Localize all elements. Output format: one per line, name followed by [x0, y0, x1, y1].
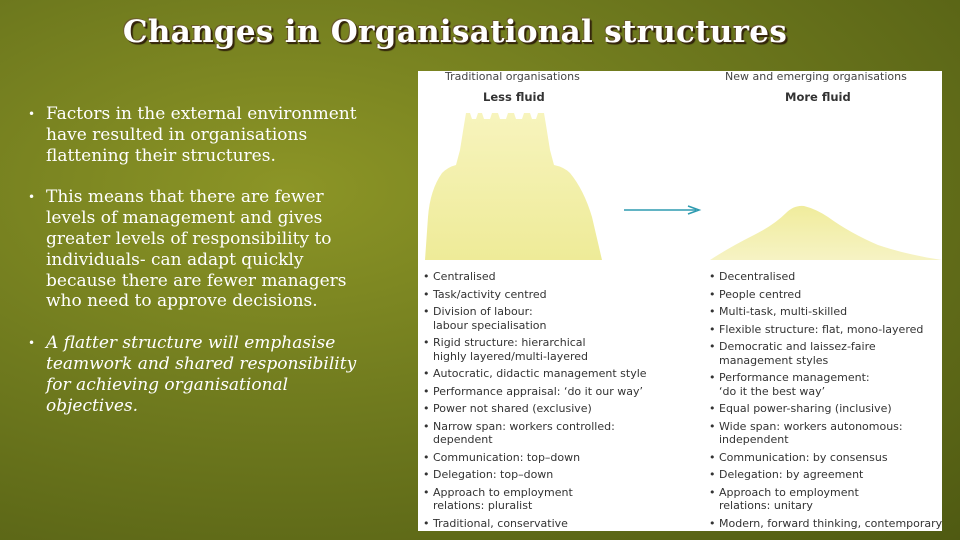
left-list-item	[423, 270, 693, 284]
right-list-text: Communication: by consensus	[719, 450, 888, 464]
right-list-item	[709, 305, 942, 319]
left-list-item	[423, 367, 693, 381]
right-list-text: Equal power-sharing (inclusive)	[719, 402, 892, 415]
right-list-text: Modern, forward thinking, contemporary	[719, 516, 942, 530]
structure-illustration	[418, 95, 942, 265]
list-bullet: •	[423, 516, 430, 530]
right-list-item	[709, 451, 942, 465]
left-list-text: Narrow span: workers controlled: dependent	[433, 419, 615, 446]
right-list-item	[709, 402, 942, 416]
left-list-text: Centralised	[433, 270, 496, 283]
right-list-text: Decentralised	[719, 270, 796, 283]
left-list-text: Communication: top–down	[433, 450, 581, 464]
left-column-heading: Traditional organisations	[445, 71, 580, 83]
right-list-text: Flexible structure: flat, mono-layered	[719, 322, 924, 336]
list-bullet: •	[709, 485, 716, 499]
left-list-item	[423, 402, 693, 416]
left-list-text: Performance appraisal: ‘do it our way’	[433, 384, 643, 398]
left-list-text: Rigid structure: hierarchical highly layered/multi-layered	[433, 336, 589, 363]
right-column-subheading: More fluid	[785, 90, 851, 104]
left-list-item	[423, 468, 693, 482]
left-list-item	[423, 517, 693, 531]
list-bullet: •	[423, 419, 430, 433]
bullet-list	[28, 104, 368, 437]
list-bullet: •	[709, 305, 716, 318]
right-list-item	[709, 371, 942, 398]
right-list-text: Approach to employment relations: unitary	[719, 485, 859, 512]
left-list-text: Autocratic, didactic management style	[433, 367, 647, 380]
left-list-item	[423, 385, 693, 399]
left-list-text: Traditional, conservative	[433, 516, 568, 530]
list-bullet: •	[423, 287, 430, 301]
right-list-text: Delegation: by agreement	[719, 468, 864, 481]
left-column-subheading: Less fluid	[483, 90, 545, 104]
slide-title: Changes in Organisational structures	[122, 14, 788, 50]
list-bullet: •	[709, 468, 716, 481]
list-bullet: •	[709, 450, 716, 464]
list-bullet: •	[423, 450, 430, 464]
right-list-text: Multi-task, multi-skilled	[719, 305, 848, 318]
right-list-item	[709, 340, 942, 367]
left-list-item	[423, 451, 693, 465]
list-bullet: •	[423, 384, 430, 398]
left-list-text: Division of labour: labour specialisation	[433, 305, 547, 332]
list-bullet: •	[423, 336, 430, 349]
right-list-item	[709, 486, 942, 513]
right-list-item	[709, 323, 942, 337]
bullet-dot: •	[28, 190, 36, 205]
list-bullet: •	[709, 287, 716, 301]
bullet-text: Factors in the external environment have resulted in organisations flattening their structures.	[46, 104, 357, 166]
list-bullet: •	[423, 305, 430, 318]
left-list-text: Power not shared (exclusive)	[433, 402, 592, 415]
left-list-item	[423, 486, 693, 513]
right-list-text: People centred	[719, 287, 802, 301]
left-list-item	[423, 420, 693, 447]
left-list-text: Delegation: top–down	[433, 468, 554, 481]
bullet-text: A flatter structure will emphasise teamwork and shared responsibility for achieving organisational objectives.	[46, 333, 357, 416]
list-bullet: •	[423, 402, 430, 415]
right-list-item	[709, 517, 942, 531]
list-bullet: •	[709, 371, 716, 384]
list-bullet: •	[709, 402, 716, 415]
bullet-text: This means that there are fewer levels of management and gives greater levels of responsibility to individuals- can adapt quickly because there are fewer managers who need to approve decisions.	[46, 187, 347, 312]
left-list-text: Approach to employment relations: pluralist	[433, 485, 573, 512]
bullet-dot: •	[28, 336, 36, 351]
left-list-item	[423, 336, 693, 363]
list-bullet: •	[423, 270, 430, 283]
list-bullet: •	[423, 367, 430, 380]
right-characteristics-list	[709, 270, 942, 531]
list-bullet: •	[709, 419, 716, 433]
left-characteristics-list	[423, 270, 693, 531]
right-list-text: Wide span: workers autonomous: independent	[719, 419, 903, 446]
bullet-item	[28, 333, 368, 416]
list-bullet: •	[709, 516, 716, 530]
list-bullet: •	[709, 270, 716, 283]
list-bullet: •	[709, 322, 716, 336]
comparison-figure	[418, 71, 942, 531]
flat-structure-shape	[710, 206, 942, 260]
right-list-item	[709, 270, 942, 284]
left-list-text: Task/activity centred	[433, 287, 547, 301]
list-bullet: •	[709, 340, 716, 353]
right-list-text: Performance management: ‘do it the best way’	[719, 371, 870, 398]
left-list-item	[423, 305, 693, 332]
right-list-text: Democratic and laissez-faire management styles	[719, 340, 876, 367]
tall-hierarchy-shape	[425, 113, 602, 260]
bullet-item	[28, 187, 368, 312]
list-bullet: •	[423, 468, 430, 481]
left-list-item	[423, 288, 693, 302]
right-list-item	[709, 420, 942, 447]
right-column-heading: New and emerging organisations	[725, 71, 907, 83]
bullet-item	[28, 104, 368, 166]
bullet-dot: •	[28, 107, 36, 121]
right-list-item	[709, 468, 942, 482]
right-list-item	[709, 288, 942, 302]
list-bullet: •	[423, 485, 430, 499]
